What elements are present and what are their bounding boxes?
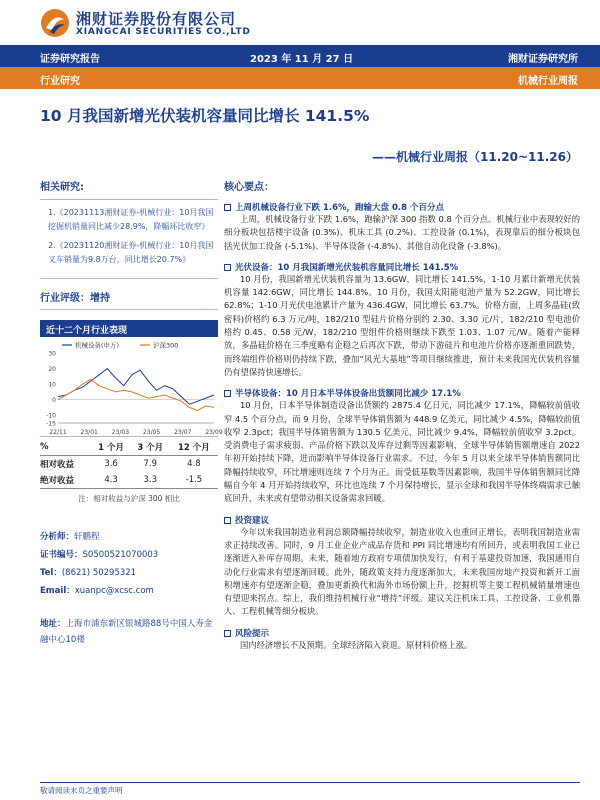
related-research-link[interactable]: 2.《20231120湘财证券-机械行业：10月我国叉车销量为9.8万台，同比增长20.7%》 (48, 241, 214, 264)
related-research-heading: 相关研究: (40, 182, 84, 193)
address-label: 地址： (40, 619, 66, 629)
page-footer (0, 780, 600, 800)
analyst-label: 分析师： (40, 532, 75, 542)
square-bullet-icon (224, 517, 231, 524)
x-tick-label: 23/07 (174, 429, 192, 436)
cert-row (40, 546, 218, 564)
section-heading-text: 投资建议 (235, 515, 270, 526)
section-heading (224, 261, 580, 273)
section-paragraph: 今年以来我国制造业利润总额降幅持续收窄，制造业收入也重回正增长，表明我国制造业需求正持续改善。同时，9 月工业企业产成品存货和 PPI 同比增速均有所回升，或表明我国工业已逐渐进入补库存周期。未来，随着地方政府专项债加快发行，有利于基建投资加速，我国通用自动化行业需求有望逐渐回暖。此外，随政策支持力度逐渐加大，未来我国房地产投资和新开工面积增速亦有望逐渐企稳，叠加更新换代和海外市场份额上升，挖掘机等主要工程机械销量增速也有望迎来拐点。综上，我们维持机械行业“增持”评级。建议关注机床工具、工控设备、工业机器人、工程机械等细分板块。 (224, 526, 580, 617)
report-type: 证券研究报告 (40, 54, 100, 65)
y-tick-label: -10 (46, 412, 56, 420)
sidebar (40, 178, 223, 648)
table-row (40, 456, 218, 473)
research-institute: 湘财证券研究所 (508, 54, 578, 65)
series-line (58, 379, 214, 410)
related-research-link[interactable]: 1.《20231113湘财证券-机械行业：10月我国挖掘机销量同比减少28.9%，降幅环比收窄》 (48, 208, 214, 231)
cert-value: S0500521070003 (82, 550, 159, 560)
y-tick-label: 10 (48, 381, 56, 389)
y-tick-label: 0 (52, 397, 56, 405)
section-heading-text: 风险提示 (235, 628, 270, 639)
related-research-list (40, 199, 218, 279)
report-series: 机械行业周报 (518, 76, 578, 87)
section-heading (224, 201, 580, 213)
legend-label: 机械设备(申万) (75, 341, 120, 350)
legend-label: 沪深300 (153, 341, 179, 350)
chart-heading: 近十二个月行业表现 (40, 320, 218, 337)
report-subtitle: ——机械行业周报（11.20~11.26） (372, 150, 578, 164)
table-note: 注：相对收益与沪深 300 相比 (78, 494, 180, 503)
tel-label: Tel： (40, 568, 62, 578)
section-paragraph: 10 月份，日本半导体制造设备出货额约 2875.4 亿日元，同比减少 17.1%，降幅较前值收窄 4.5 个百分点，而 9 月份，全球半导体销售额为 448.9 亿美元，同比减少 4.5%，降幅较前值收窄 2.3pct；我国半导体销售额为 130.5 亿美元，同比减少 9.4%，降幅较前值收窄 3.2pct。受消费电子需求疲弱、产品价格下跌以及库存过剩等因素影响，全球半导体销售额增速自 2022 年初开始持续下降，进而影响半导体设备行业需求。不过，今年 5 月以来全球半导体销售额同比降幅持续收窄，环比增速则连续 7 个月为正。而受低基数等因素影响，我国半导体销售额同比降幅自今年 4 月开始持续收窄，环比也连续 7 个月保持增长，显示全球和我国半导体终端需求已触底回升，未来或有望带动相关设备需求回暖。 (224, 400, 580, 504)
y-tick-label: -15 (46, 420, 56, 428)
section-paragraph: 国内经济增长不及预期。全球经济陷入衰退。原材料价格上涨。 (240, 639, 473, 650)
x-tick-label: 22/11 (49, 429, 67, 436)
table-header-cell: 12 个月 (170, 439, 218, 456)
y-tick-label: 20 (48, 366, 56, 374)
performance-chart-svg (40, 337, 223, 437)
tel-row (40, 564, 218, 582)
footer-divider (40, 782, 580, 783)
analyst-contact (40, 528, 218, 600)
y-tick-label: 30 (48, 350, 56, 358)
footer-disclaimer: 敬请阅读末页之重要声明 (40, 786, 123, 795)
analyst-row (40, 528, 218, 546)
square-bullet-icon (224, 390, 231, 397)
table-cell: 7.9 (143, 459, 158, 469)
table-cell: 4.8 (187, 459, 201, 469)
x-tick-label: 23/09 (205, 429, 223, 436)
cert-label: 证书编号： (40, 550, 83, 560)
table-cell: 3.3 (131, 472, 170, 489)
email-label: Email： (40, 586, 75, 596)
table-header-cell: 1 个月 (92, 439, 131, 456)
header-band-bottom (0, 67, 600, 89)
series-line (58, 369, 214, 405)
main-content (224, 178, 580, 652)
square-bullet-icon (224, 630, 231, 637)
section-heading (224, 387, 580, 399)
x-tick-label: 23/03 (111, 429, 130, 436)
table-cell: 3.6 (104, 459, 118, 469)
company-name-cn: 湘财证券股份有限公司 (76, 10, 237, 28)
report-date: 2023 年 11 月 27 日 (250, 54, 354, 65)
core-points-title: 核心要点： (224, 182, 274, 193)
square-bullet-icon (224, 204, 231, 211)
table-cell: -1.5 (170, 472, 218, 489)
performance-table (40, 439, 218, 489)
square-bullet-icon (224, 264, 231, 271)
table-header-cell: 3 个月 (131, 439, 170, 456)
x-tick-label: 23/01 (80, 429, 98, 436)
company-logo-icon (40, 8, 70, 38)
x-tick-label: 23/05 (142, 429, 161, 436)
address-value: 上海市浦东新区银城路88号中国人寿金融中心10楼 (40, 619, 213, 645)
company-name-en: XIANGCAI SECURITIES CO.,LTD (76, 27, 251, 37)
table-cell: 绝对收益 (40, 472, 92, 489)
section-paragraph: 上周，机械设备行业下跌 1.6%，跑输沪深 300 指数 0.8 个百分点。机械行业中表现较好的细分板块包括楼宇设备 (0.3%)、机床工具 (0.2%)、工控设备 (0.1%)，表现靠后的细分板块包括光伏加工设备 (-5.1%)、半导体设备 (-4.8%)、其他自动化设备 (-3.8%)。 (224, 214, 580, 251)
company-logo (40, 6, 300, 42)
table-row (40, 472, 218, 489)
section-heading-text: 光伏设备：10 月我国新增光伏装机容量同比增长 141.5% (235, 262, 459, 273)
performance-chart (40, 337, 223, 437)
analyst-name: 轩鹏程 (74, 532, 100, 542)
report-title: 10 月我国新增光伏装机容量同比增长 141.5% (40, 107, 370, 125)
section-heading (224, 627, 580, 639)
header-band-top (0, 45, 600, 67)
email-link[interactable]: xuanpc@xcsc.com (74, 586, 154, 596)
industry-rating: 行业评级：增持 (40, 289, 218, 310)
performance-table-header (40, 439, 218, 456)
report-category: 行业研究 (40, 76, 80, 87)
table-cell: 相对收益 (40, 460, 75, 470)
section-paragraph: 10 月份，我国新增光伏装机容量为 13.6GW，同比增长 141.5%，1-10 月累计新增光伏装机容量 142.6GW，同比增长 144.8%。10 月份，我国太阳能电池产量为 52.2GW，同比增长 62.8%；1-10 月光伏电池累计产量为 436.4GW，同比增长 63.7%。价格方面，上周多晶硅(致密料)价格约 6.3 万元/吨，182/210 型硅片价格分别约 2.30、3.30 元/片，182/210 型电池价格约 0.45、0.58 元/W，182/210 型组件价格则继续下跌至 1.03、1.07 元/W。随着产能释放，多晶硅价格在三季度略有企稳之后再次下跌，带动下游硅片和电池片价格亦逐渐重回跌势，而终端组件价格则仍持续下跌，叠加“风光大基地”等项目继续推进，预计未来我国光伏装机容量仍有望保持快速增长。 (224, 273, 580, 377)
address (40, 616, 218, 648)
table-cell: 4.3 (92, 472, 131, 489)
section-heading-text: 上周机械设备行业下跌 1.6%，跑输大盘 0.8 个百分点 (235, 203, 445, 213)
section-heading-text: 半导体设备：10 月日本半导体设备出货额同比减少 17.1% (235, 389, 461, 400)
table-header-cell: % (40, 439, 92, 456)
email-row (40, 582, 218, 600)
tel-value: (8621) 50295321 (61, 568, 137, 578)
section-heading (224, 514, 580, 526)
